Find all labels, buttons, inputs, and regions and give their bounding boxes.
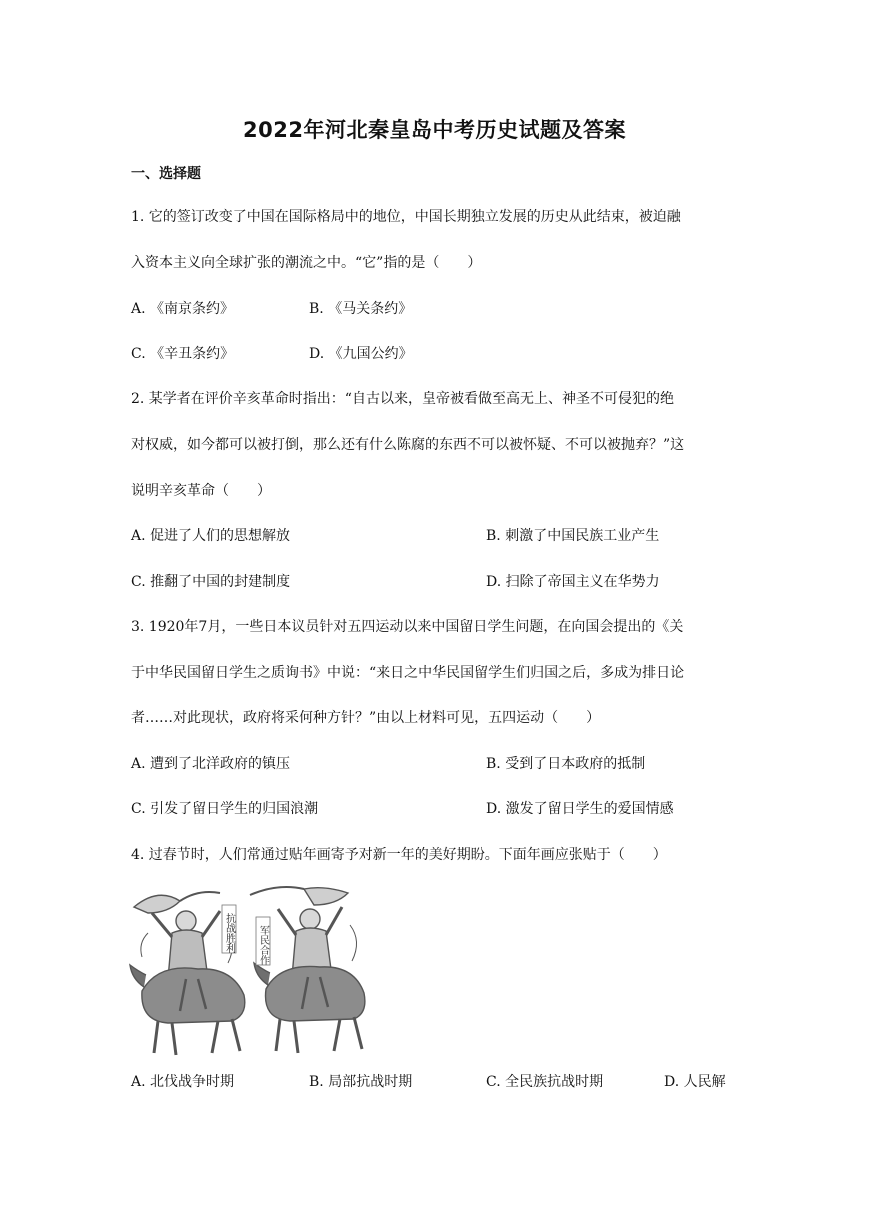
question-3-line-2: 于中华民国留日学生之质询书》中说：“来日之中华民国留学生们归国之后，多成为排日论 — [131, 665, 685, 681]
question-1-option-d: D. 《九国公约》 — [309, 346, 413, 362]
right-caption: 军民合作 — [257, 925, 269, 965]
question-4-option-d: D. 人民解 — [664, 1074, 726, 1090]
question-2-option-c: C. 推翻了中国的封建制度 — [131, 574, 291, 590]
question-1-line-2: 入资本主义向全球扩张的潮流之中。“它”指的是（ ） — [131, 255, 482, 271]
question-4-option-a: A. 北伐战争时期 — [131, 1074, 235, 1090]
question-1-option-b: B. 《马关条约》 — [309, 301, 413, 317]
question-3-option-c: C. 引发了留日学生的归国浪潮 — [131, 801, 319, 817]
question-2-option-d: D. 扫除了帝国主义在华势力 — [486, 574, 660, 590]
question-4-line-1: 4. 过春节时，人们常通过贴年画寄予对新一年的美好期盼。下面年画应张贴于（ ） — [131, 847, 667, 863]
question-4-option-b: B. 局部抗战时期 — [309, 1074, 413, 1090]
question-2-line-1: 2. 某学者在评价辛亥革命时指出：“自古以来，皇帝被看做至高无上、神圣不可侵犯的绝 — [131, 391, 674, 407]
new-year-painting-figure — [128, 883, 370, 1061]
question-3-line-3: 者……对此现状，政府将采何种方针？”由以上材料可见，五四运动（ ） — [131, 710, 601, 726]
question-3-option-a: A. 遭到了北洋政府的镇压 — [131, 756, 291, 772]
question-2-option-a: A. 促进了人们的思想解放 — [131, 528, 291, 544]
question-4-option-c: C. 全民族抗战时期 — [486, 1074, 604, 1090]
question-2-line-3: 说明辛亥革命（ ） — [131, 483, 271, 499]
question-1-line-1: 1. 它的签订改变了中国在国际格局中的地位，中国长期独立发展的历史从此结束，被迫融 — [131, 209, 681, 225]
question-2-option-b: B. 刺激了中国民族工业产生 — [486, 528, 660, 544]
question-2-line-2: 对权威，如今都可以被打倒，那么还有什么陈腐的东西不可以被怀疑、不可以被抛弃？”这 — [131, 437, 685, 453]
section-heading: 一、选择题 — [131, 166, 201, 182]
left-caption: 抗战胜利 — [223, 913, 235, 953]
question-1-option-c: C. 《辛丑条约》 — [131, 346, 235, 362]
question-3-option-d: D. 激发了留日学生的爱国情感 — [486, 801, 674, 817]
page-title: 2022年河北秦皇岛中考历史试题及答案 — [243, 118, 626, 142]
question-1-option-a: A. 《南京条约》 — [131, 301, 235, 317]
question-3-line-1: 3. 1920年7月，一些日本议员针对五四运动以来中国留日学生问题，在向国会提出的《关 — [131, 619, 684, 635]
question-3-option-b: B. 受到了日本政府的抵制 — [486, 756, 646, 772]
